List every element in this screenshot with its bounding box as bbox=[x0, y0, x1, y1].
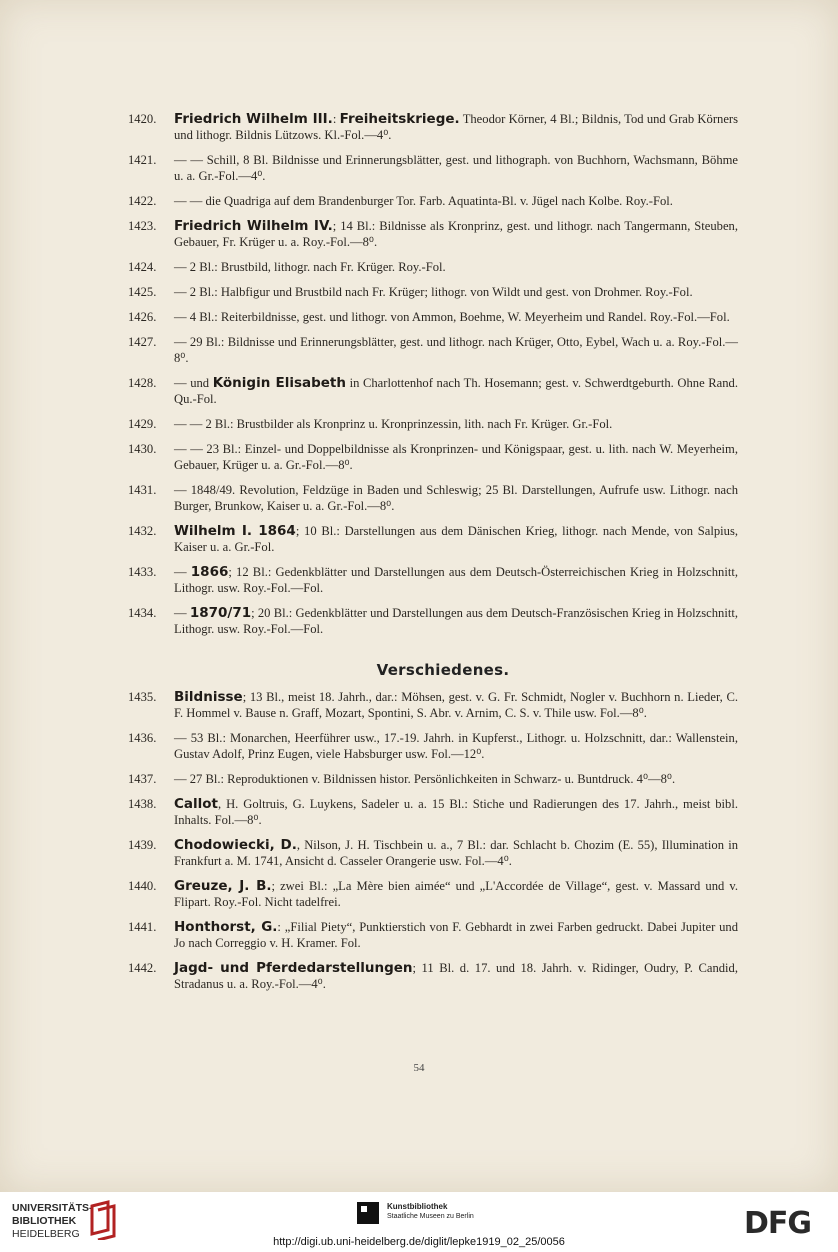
catalog-entry bbox=[128, 309, 738, 325]
kunstbibliothek-text bbox=[387, 1202, 474, 1222]
catalog-entry bbox=[128, 960, 738, 992]
entry-text: ; 10 Bl.: Darstellungen aus dem Dänischen Krieg, lithogr. nach Mende, von Salpius, Kaiser u. a. Gr.-Fol. bbox=[174, 524, 738, 554]
catalog-entry bbox=[128, 523, 738, 555]
entry-text: , H. Goltruis, G. Luykens, Sadeler u. a. 15 Bl.: Stiche und Radierungen des 17. Jahrh., meist bibl. Inhalts. Fol.—8⁰. bbox=[174, 797, 738, 827]
entry-text: — und bbox=[174, 376, 213, 390]
entry-heading: Bildnisse bbox=[174, 689, 243, 705]
entry-heading: Chodowiecki, D. bbox=[174, 837, 297, 853]
entry-heading: Friedrich Wilhelm IV. bbox=[174, 218, 333, 234]
entry-text-continued: ; 20 Bl.: Gedenkblätter und Darstellungen aus dem Deutsch-Französischen Krieg in Holzschnitt, Lithogr. usw. Roy.-Fol.—Fol. bbox=[174, 606, 738, 636]
entry-list-top bbox=[128, 111, 738, 637]
entry-number: 1425. bbox=[128, 285, 157, 299]
catalog-entries bbox=[128, 111, 738, 1001]
entry-text: — 4 Bl.: Reiterbildnisse, gest. und lithogr. von Ammon, Boehme, W. Meyerheim und Randel. Roy.-Fol.—Fol. bbox=[174, 310, 730, 324]
entry-heading: Callot bbox=[174, 796, 219, 812]
entry-heading: Friedrich Wilhelm III. bbox=[174, 111, 333, 127]
entry-number: 1432. bbox=[128, 524, 157, 538]
entry-text: — — Schill, 8 Bl. Bildnisse und Erinnerungsblätter, gest. und lithograph. von Buchhorn, Wachsmann, Böhme u. a. Gr.-Fol.—4⁰. bbox=[174, 153, 738, 183]
entry-heading: Greuze, J. B. bbox=[174, 878, 272, 894]
entry-heading: Wilhelm I. 1864 bbox=[174, 523, 296, 539]
entry-number: 1423. bbox=[128, 219, 157, 233]
entry-text: — 53 Bl.: Monarchen, Heerführer usw., 17.-19. Jahrh. in Kupferst., Lithogr. u. Holzschnitt, dar.: Wallenstein, Gustav Adolf, Prinz Eugen, viele Habsburger usw. Fol.—12⁰. bbox=[174, 731, 738, 761]
catalog-entry bbox=[128, 284, 738, 300]
entry-text: — bbox=[174, 565, 191, 579]
entry-text: : „Filial Piety“, Punktierstich von F. Gebhardt in zwei Farben gedruckt. Dabei Jupiter und Jo nach Correggio v. H. Kramer. Fol. bbox=[174, 920, 738, 950]
catalog-entry bbox=[128, 416, 738, 432]
catalog-entry bbox=[128, 837, 738, 869]
entry-number: 1430. bbox=[128, 442, 157, 456]
entry-text: — 27 Bl.: Reproduktionen v. Bildnissen histor. Persönlichkeiten in Schwarz- u. Buntdruck. 4⁰—8⁰. bbox=[174, 772, 676, 786]
entry-separator: : bbox=[332, 112, 340, 126]
entry-text: ; 14 Bl.: Bildnisse als Kronprinz, gest. und lithogr. nach Tangermann, Steuben, Gebauer, Fr. Krüger u. a. Roy.-Fol.—8⁰. bbox=[174, 219, 738, 249]
catalog-entry bbox=[128, 111, 738, 143]
uni-line-2: BIBLIOTHEK bbox=[12, 1215, 77, 1227]
entry-text: — — 23 Bl.: Einzel- und Doppelbildnisse als Kronprinzen- und Königspaar, gest. u. lith. nach W. Meyerheim, Gebauer, Krüger u. a. Gr.-Fol.—8⁰. bbox=[174, 442, 738, 472]
entry-text-continued: ; 12 Bl.: Gedenkblätter und Darstellungen aus dem Deutsch-Österreichischen Krieg in Holzschnitt, Lithogr. usw. Roy.-Fol.—Fol. bbox=[174, 565, 739, 595]
catalog-entry bbox=[128, 771, 738, 787]
entry-heading: Honthorst, G. bbox=[174, 919, 278, 935]
entry-number: 1431. bbox=[128, 483, 157, 497]
university-emblem-icon bbox=[86, 1200, 118, 1240]
entry-inline-heading: Königin Elisabeth bbox=[212, 375, 346, 391]
permalink-url[interactable]: http://digi.ub.uni-heidelberg.de/diglit/lepke1919_02_25/0056 bbox=[273, 1236, 565, 1248]
catalog-entry bbox=[128, 152, 738, 184]
entry-number: 1420. bbox=[128, 112, 157, 126]
entry-text: ; 11 Bl. d. 17. und 18. Jahrh. v. Ridinger, Oudry, P. Candid, Stradanus u. a. Roy.-Fol.—4⁰. bbox=[174, 961, 738, 991]
catalog-entry bbox=[128, 259, 738, 275]
entry-inline-heading: 1866 bbox=[190, 564, 229, 580]
entry-subheading: Freiheitskriege. bbox=[339, 111, 460, 127]
footer-bar bbox=[0, 1192, 838, 1252]
entry-number: 1434. bbox=[128, 606, 157, 620]
kb-line-1: Kunstbibliothek bbox=[387, 1202, 448, 1211]
catalog-entry bbox=[128, 218, 738, 250]
entry-text: — 2 Bl.: Halbfigur und Brustbild nach Fr. Krüger; lithogr. von Wildt und gest. von Drohmer. Roy.-Fol. bbox=[174, 285, 693, 299]
entry-number: 1429. bbox=[128, 417, 157, 431]
entry-number: 1426. bbox=[128, 310, 157, 324]
entry-text-continued: in Charlottenhof nach Th. Hosemann; gest. v. Schwerdtgeburth. Ohne Rand. Qu.-Fol. bbox=[174, 376, 738, 406]
entry-number: 1422. bbox=[128, 194, 157, 208]
entry-text: Theodor Körner, 4 Bl.; Bildnis, Tod und Grab Körners und lithogr. Bildnis Lützows. Kl.-Fol.—4⁰. bbox=[174, 112, 738, 142]
dfg-logo[interactable]: DFG bbox=[744, 1206, 812, 1241]
kb-line-2: Staatliche Museen zu Berlin bbox=[387, 1213, 474, 1220]
entry-text: — 29 Bl.: Bildnisse und Erinnerungsblätter, gest. und lithogr. nach Krüger, Otto, Eybel, Wach u. a. Roy.-Fol.—8⁰. bbox=[174, 335, 738, 365]
entry-number: 1436. bbox=[128, 731, 157, 745]
entry-number: 1428. bbox=[128, 376, 157, 390]
catalog-entry bbox=[128, 878, 738, 910]
entry-number: 1435. bbox=[128, 690, 157, 704]
catalog-entry bbox=[128, 605, 738, 637]
entry-list-bottom bbox=[128, 689, 738, 992]
kunstbibliothek-logo[interactable] bbox=[357, 1200, 507, 1226]
catalog-entry bbox=[128, 375, 738, 407]
entry-number: 1437. bbox=[128, 772, 157, 786]
catalog-entry bbox=[128, 334, 738, 366]
entry-text: — 1848/49. Revolution, Feldzüge in Baden und Schleswig; 25 Bl. Darstellungen, Aufrufe usw. Lithogr. nach Burger, Brunkow, Kaiser u. a. Gr.-Fol.—8⁰. bbox=[174, 483, 738, 513]
entry-number: 1440. bbox=[128, 879, 157, 893]
entry-number: 1441. bbox=[128, 920, 157, 934]
entry-text: — 2 Bl.: Brustbild, lithogr. nach Fr. Krüger. Roy.-Fol. bbox=[174, 260, 446, 274]
entry-number: 1424. bbox=[128, 260, 157, 274]
entry-heading: Jagd- und Pferdedarstellungen bbox=[174, 960, 413, 976]
entry-text: — — 2 Bl.: Brustbilder als Kronprinz u. Kronprinzessin, lith. nach Fr. Krüger. Gr.-Fol. bbox=[174, 417, 613, 431]
section-title: Verschiedenes. bbox=[376, 661, 510, 679]
entry-text: ; zwei Bl.: „La Mère bien aimée“ und „L'Accordée de Village“, gest. v. Massard und v. Flipart. Roy.-Fol. Nicht tadelfrei. bbox=[174, 879, 739, 909]
entry-number: 1439. bbox=[128, 838, 157, 852]
page-number: 54 bbox=[413, 1062, 425, 1074]
kunstbibliothek-emblem-icon bbox=[357, 1202, 379, 1224]
catalog-entry bbox=[128, 730, 738, 762]
entry-number: 1442. bbox=[128, 961, 157, 975]
entry-number: 1427. bbox=[128, 335, 157, 349]
entry-text: — — die Quadriga auf dem Brandenburger Tor. Farb. Aquatinta-Bl. v. Jügel nach Kolbe. Roy.-Fol. bbox=[174, 194, 673, 208]
uni-line-3: HEIDELBERG bbox=[12, 1228, 80, 1240]
entry-text: — bbox=[174, 606, 190, 620]
entry-number: 1438. bbox=[128, 797, 157, 811]
catalog-entry bbox=[128, 482, 738, 514]
uni-line-1: UNIVERSITÄTS- bbox=[12, 1202, 93, 1214]
catalog-entry bbox=[128, 689, 738, 721]
entry-number: 1433. bbox=[128, 565, 157, 579]
catalog-entry bbox=[128, 193, 738, 209]
entry-number: 1421. bbox=[128, 153, 157, 167]
catalog-entry bbox=[128, 441, 738, 473]
catalog-entry bbox=[128, 796, 738, 828]
catalog-entry bbox=[128, 919, 738, 951]
entry-text: , Nilson, J. H. Tischbein u. a., 7 Bl.: dar. Schlacht b. Chozim (E. 55), Illumination in Frankfurt a. M. 1741, Ansicht d. Casseler Orangerie usw. Fol.—4⁰. bbox=[174, 838, 739, 868]
entry-inline-heading: 1870/71 bbox=[189, 605, 252, 621]
catalog-entry bbox=[128, 564, 738, 596]
entry-text: ; 13 Bl., meist 18. Jahrh., dar.: Möhsen, gest. v. G. Fr. Schmidt, Nogler v. Buchhorn n. Lieder, C. F. Hommel v. Bause n. Graff, Mozart, Spontini, S. Abr. v. Arnim, C. S. v. Thile usw. Fol.—8⁰. bbox=[174, 690, 738, 720]
